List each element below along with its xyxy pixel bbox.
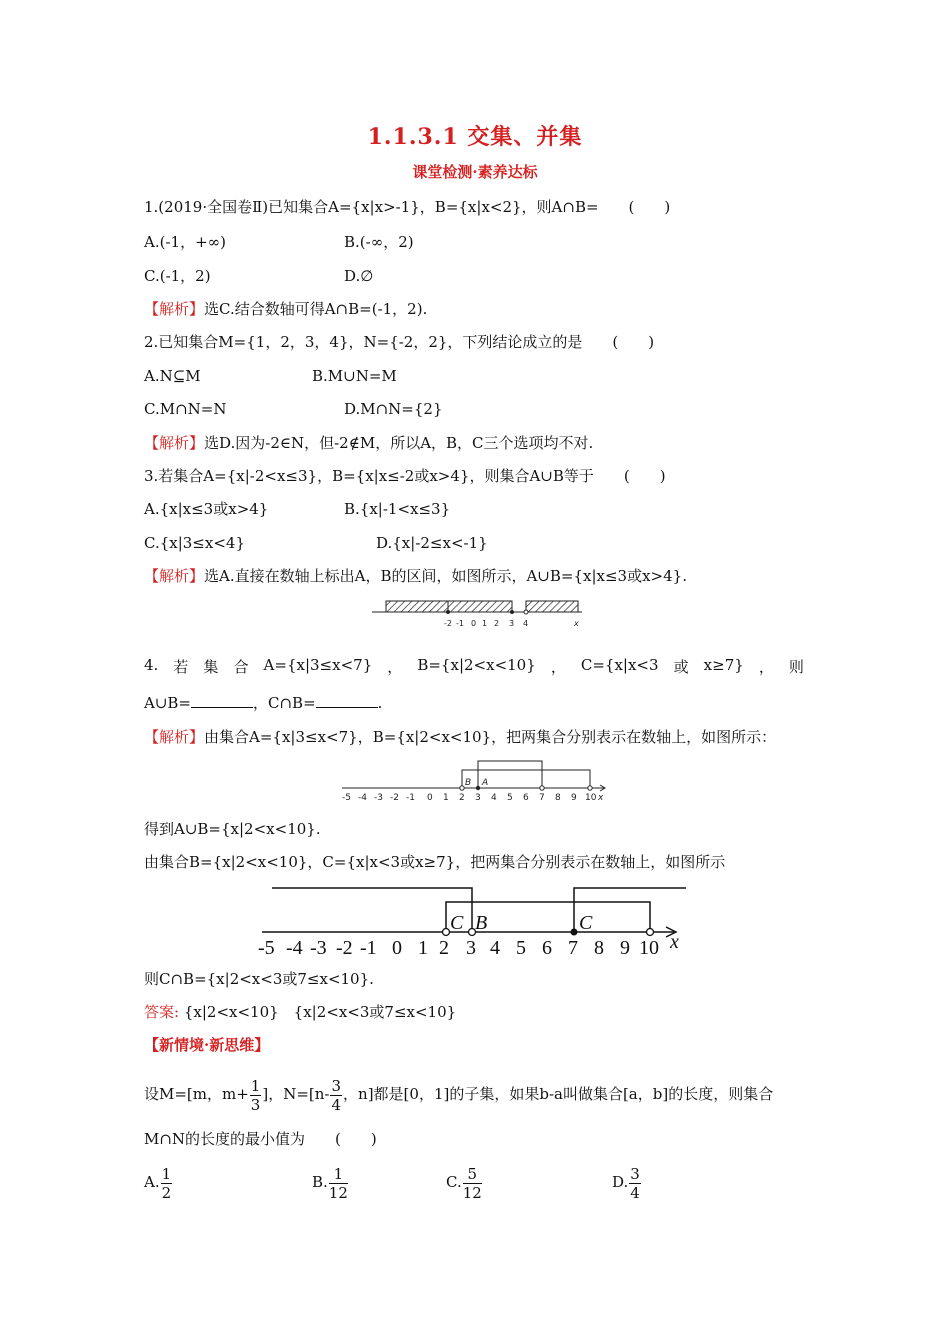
fraction-three-quarters	[330, 1077, 342, 1114]
q4-stem-part: ，	[550, 658, 566, 676]
q1-analysis-text: 选C.结合数轴可得A∩B=(-1，2).	[204, 300, 428, 318]
closed-point-7	[571, 929, 578, 936]
tick-label: 7	[568, 937, 578, 959]
tick-label: 6	[523, 793, 529, 803]
q1-analysis	[144, 299, 427, 319]
q4-answer-text: {x|2<x<10} {x|2<x<3或7≤x<10}	[183, 1003, 457, 1021]
option-letter: C.	[446, 1173, 462, 1191]
open-point-10	[647, 929, 654, 936]
tick-label: 4	[490, 937, 500, 959]
tick-label: 8	[555, 793, 561, 803]
tick-labels	[258, 931, 679, 959]
tick-label: 5	[507, 793, 513, 803]
q5-stem-text: ]，N=[n-	[262, 1085, 330, 1103]
q4-blank-label: A∪B=	[144, 694, 191, 712]
q5-stem-text: ，n]都是[0，1]的子集，如果b-a叫做集合[a，b]的长度，则集合	[343, 1085, 774, 1103]
q5-stem-line-2: M∩N的长度的最小值为 ( )	[144, 1130, 377, 1148]
q4-analysis-text: 由集合A={x|3≤x<7}，B={x|2<x<10}，把两集合分别表示在数轴上，如图所示：	[204, 728, 777, 746]
set-label-c: C	[450, 912, 464, 934]
q4-stem-part: 或	[673, 658, 689, 676]
closed-point-minus-2	[446, 610, 450, 614]
tick-label: 10	[585, 793, 597, 803]
hatched-region-b-right	[526, 601, 578, 612]
set-label-b: B	[465, 778, 472, 788]
tick-label: 9	[571, 793, 577, 803]
q1-stem: 1.(2019·全国卷Ⅱ)已知集合A={x|x>-1}，B={x|x<2}，则A∩B= ( )	[144, 198, 671, 216]
q5-option-d	[612, 1162, 642, 1202]
q4-result-2: 则C∩B={x|2<x<3或7≤x<10}.	[144, 970, 374, 988]
tick-label: 0	[392, 937, 402, 959]
q5-stem-text: 设M=[m，m+	[144, 1085, 249, 1103]
q3-option-d: D.{x|-2≤x<-1}	[376, 534, 488, 552]
q4-blanks	[144, 693, 382, 713]
tick-label: 1	[418, 937, 428, 959]
q4-blank-label: .	[377, 694, 383, 712]
q3-analysis	[144, 566, 687, 586]
numerator: 3	[630, 1164, 640, 1183]
tick-label: 4	[523, 619, 529, 628]
q4-stem-part: C={x|x<3	[580, 656, 659, 674]
open-point-7	[540, 786, 544, 790]
page-subtitle: 课堂检测·素养达标	[412, 163, 538, 181]
set-label-c: C	[579, 912, 593, 934]
q5-option-b	[312, 1162, 349, 1202]
tick-label: -5	[342, 793, 351, 803]
axis-variable: x	[574, 619, 579, 628]
q2-option-b: B.M∪N=M	[312, 367, 397, 385]
q3-option-b: B.{x|-1<x≤3}	[344, 500, 451, 518]
analysis-tag: 【解析】	[144, 300, 205, 318]
numerator: 1	[329, 1165, 348, 1184]
tick-label: 6	[542, 937, 552, 959]
closed-point-3	[476, 786, 480, 790]
q3-stem: 3.若集合A={x|-2<x≤3}，B={x|x≤-2或x>4}，则集合A∪B等于 ( )	[144, 467, 666, 485]
q5-option-c	[446, 1162, 483, 1202]
option-fraction	[329, 1165, 348, 1202]
tick-label: 5	[516, 937, 526, 959]
q4-stem-part: A={x|3≤x<7}	[263, 656, 373, 674]
q2-stem: 2.已知集合M={1，2，3，4}，N={-2，2}，下列结论成立的是 ( )	[144, 333, 655, 351]
q1-option-c: C.(-1，2)	[144, 267, 211, 285]
denominator: 4	[630, 1183, 640, 1202]
q4-stem-part: x≥7}	[703, 656, 744, 674]
answer-tag: 答案:	[144, 1003, 180, 1021]
q4-stem-part: 集	[203, 658, 219, 676]
tick-label: 1	[482, 619, 488, 628]
axis-variable: x	[598, 793, 604, 803]
q4-stem-part: 则	[788, 658, 804, 676]
set-label-a: A	[482, 778, 489, 788]
tick-label: -2	[390, 793, 399, 803]
fraction-one-third	[250, 1077, 262, 1114]
tick-label: 0	[427, 793, 433, 803]
q3-number-line	[372, 598, 592, 634]
tick-labels	[342, 793, 604, 803]
q5-option-a	[144, 1162, 173, 1202]
tick-label: 2	[439, 937, 449, 959]
q2-option-d: D.M∩N={2}	[344, 400, 443, 418]
option-letter: B.	[312, 1173, 328, 1191]
tick-label: 2	[459, 793, 465, 803]
tick-label: 4	[491, 793, 497, 803]
option-letter: D.	[612, 1173, 629, 1191]
tick-label: -4	[358, 793, 367, 803]
analysis-tag: 【解析】	[144, 567, 205, 585]
q2-analysis-text: 选D.因为-2∈N，但-2∉M，所以A，B，C三个选项均不对.	[204, 434, 594, 452]
page-title: 1.1.3.1 交集、并集	[367, 124, 583, 150]
denominator: 2	[161, 1183, 172, 1202]
tick-label: 0	[471, 619, 477, 628]
q4-stem-part: 合	[233, 658, 249, 676]
tick-label: 7	[539, 793, 545, 803]
tick-label: 3	[466, 937, 476, 959]
q2-option-c: C.M∩N=N	[144, 400, 227, 418]
tick-label: 2	[494, 619, 500, 628]
option-fraction	[463, 1165, 482, 1202]
q2-analysis	[144, 433, 593, 453]
option-fraction	[629, 1165, 641, 1202]
closed-point-3	[510, 610, 514, 614]
q4-number-line-2	[258, 884, 688, 964]
q4-stem-part: 4.	[144, 656, 159, 674]
q3-analysis-text: 选A.直接在数轴上标出A，B的区间，如图所示，A∪B={x|x≤3或x>4}.	[204, 567, 687, 585]
hatched-region-a	[448, 601, 512, 612]
q4-blank-label: ，C∩B=	[253, 694, 316, 712]
q2-option-a: A.N⊆M	[144, 367, 201, 385]
open-point-2	[460, 786, 464, 790]
tick-label: 3	[475, 793, 481, 803]
tick-label: -3	[374, 793, 383, 803]
denominator: 12	[462, 1183, 482, 1202]
q5-stem-line-1	[144, 1074, 773, 1114]
q4-stem-part: ，	[387, 658, 403, 676]
q1-option-d: D.∅	[344, 267, 374, 285]
q1-option-a: A.(-1，+∞)	[144, 233, 226, 251]
analysis-tag: 【解析】	[144, 728, 205, 746]
tick-label: -1	[406, 793, 415, 803]
q4-stem-part: ，	[758, 658, 774, 676]
numerator: 1	[250, 1076, 261, 1095]
numerator: 3	[331, 1076, 342, 1095]
answer-blank[interactable]	[191, 693, 253, 708]
numerator: 1	[161, 1164, 172, 1183]
axis-variable: x	[670, 931, 679, 953]
q4-result-1: 得到A∪B={x|2<x<10}.	[144, 820, 321, 838]
tick-label: -4	[286, 937, 303, 959]
denominator: 4	[331, 1095, 342, 1114]
option-letter: A.	[144, 1173, 160, 1191]
tick-label: 3	[509, 619, 515, 628]
q4-number-line-1	[340, 758, 610, 802]
q4-analysis	[144, 727, 776, 747]
q4-analysis-2: 由集合B={x|2<x<10}，C={x|x<3或x≥7}，把两集合分别表示在数轴上，如图所示	[144, 853, 726, 871]
tick-label: -5	[258, 937, 275, 959]
option-fraction	[161, 1165, 173, 1202]
open-point-2	[443, 929, 450, 936]
new-context-tag: 【新情境·新思维】	[144, 1036, 270, 1054]
set-label-b: B	[475, 912, 488, 934]
q3-option-c: C.{x|3≤x<4}	[144, 534, 245, 552]
tick-label: -1	[456, 619, 464, 628]
q4-stem	[144, 656, 804, 677]
hatched-region-b-left	[386, 601, 448, 612]
tick-label: -2	[336, 937, 353, 959]
open-point-4	[524, 610, 528, 614]
numerator: 5	[463, 1165, 482, 1184]
denominator: 12	[328, 1183, 348, 1202]
answer-blank[interactable]	[316, 693, 378, 708]
q4-stem-part: 若	[173, 658, 189, 676]
tick-label: 8	[594, 937, 604, 959]
tick-label: 10	[639, 937, 659, 959]
q1-option-b: B.(-∞，2)	[344, 233, 414, 251]
tick-label: 9	[620, 937, 630, 959]
q4-stem-part: B={x|2<x<10}	[417, 656, 536, 674]
tick-label: -2	[444, 619, 452, 628]
bracket-c-left	[272, 888, 472, 932]
analysis-tag: 【解析】	[144, 434, 205, 452]
tick-label: 1	[443, 793, 449, 803]
open-point-10	[588, 786, 592, 790]
tick-label: -3	[310, 937, 327, 959]
q3-option-a: A.{x|x≤3或x>4}	[144, 500, 269, 518]
q4-answer	[144, 1002, 456, 1022]
tick-label: -1	[360, 937, 377, 959]
denominator: 3	[250, 1095, 261, 1114]
